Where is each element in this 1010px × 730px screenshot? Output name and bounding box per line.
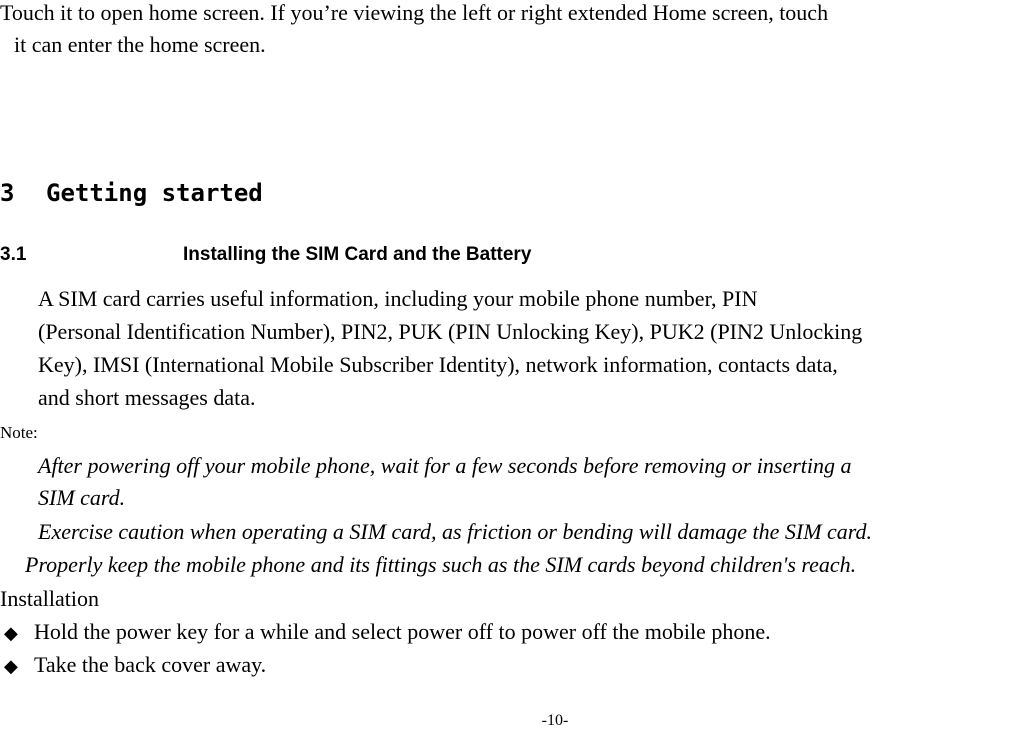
section-title: Installing the SIM Card and the Battery bbox=[183, 244, 532, 265]
section-heading bbox=[0, 243, 531, 267]
body-line-1: A SIM card carries useful information, including your mobile phone number, PIN bbox=[38, 286, 758, 311]
note-line-1: After powering off your mobile phone, wait for a few seconds before removing or inserting a bbox=[38, 453, 852, 478]
body-line-4: and short messages data. bbox=[38, 385, 256, 410]
step-text: Hold the power key for a while and select power off to power off the mobile phone. bbox=[34, 619, 771, 644]
section-number: 3.1 bbox=[0, 244, 27, 265]
installation-heading: Installation bbox=[0, 586, 99, 611]
note-line-2: SIM card. bbox=[38, 485, 126, 510]
body-line-3: Key), IMSI (International Mobile Subscriber Identity), network information, contacts data, bbox=[38, 352, 838, 377]
body-line-2: (Personal Identification Number), PIN2, PUK (PIN Unlocking Key), PUK2 (PIN2 Unlocking bbox=[38, 319, 863, 344]
chapter-title: Getting started bbox=[46, 179, 263, 207]
installation-step-1 bbox=[4, 619, 771, 646]
chapter-heading bbox=[0, 178, 263, 208]
note-label: Note: bbox=[0, 423, 38, 442]
diamond-bullet-icon: ◆ bbox=[4, 656, 18, 676]
intro-line-1: Touch it to open home screen. If you’re viewing the left or right extended Home screen, touch bbox=[0, 0, 829, 25]
step-text: Take the back cover away. bbox=[34, 652, 267, 677]
chapter-number: 3 bbox=[0, 179, 15, 207]
note-line-3: Exercise caution when operating a SIM card, as friction or bending will damage the SIM card. bbox=[38, 519, 873, 544]
installation-step-2 bbox=[4, 652, 266, 679]
intro-line-2: it can enter the home screen. bbox=[14, 32, 266, 57]
note-line-4: Properly keep the mobile phone and its fittings such as the SIM cards beyond children's reach. bbox=[25, 552, 857, 577]
page-number: -10- bbox=[541, 712, 569, 729]
diamond-bullet-icon: ◆ bbox=[4, 623, 18, 643]
